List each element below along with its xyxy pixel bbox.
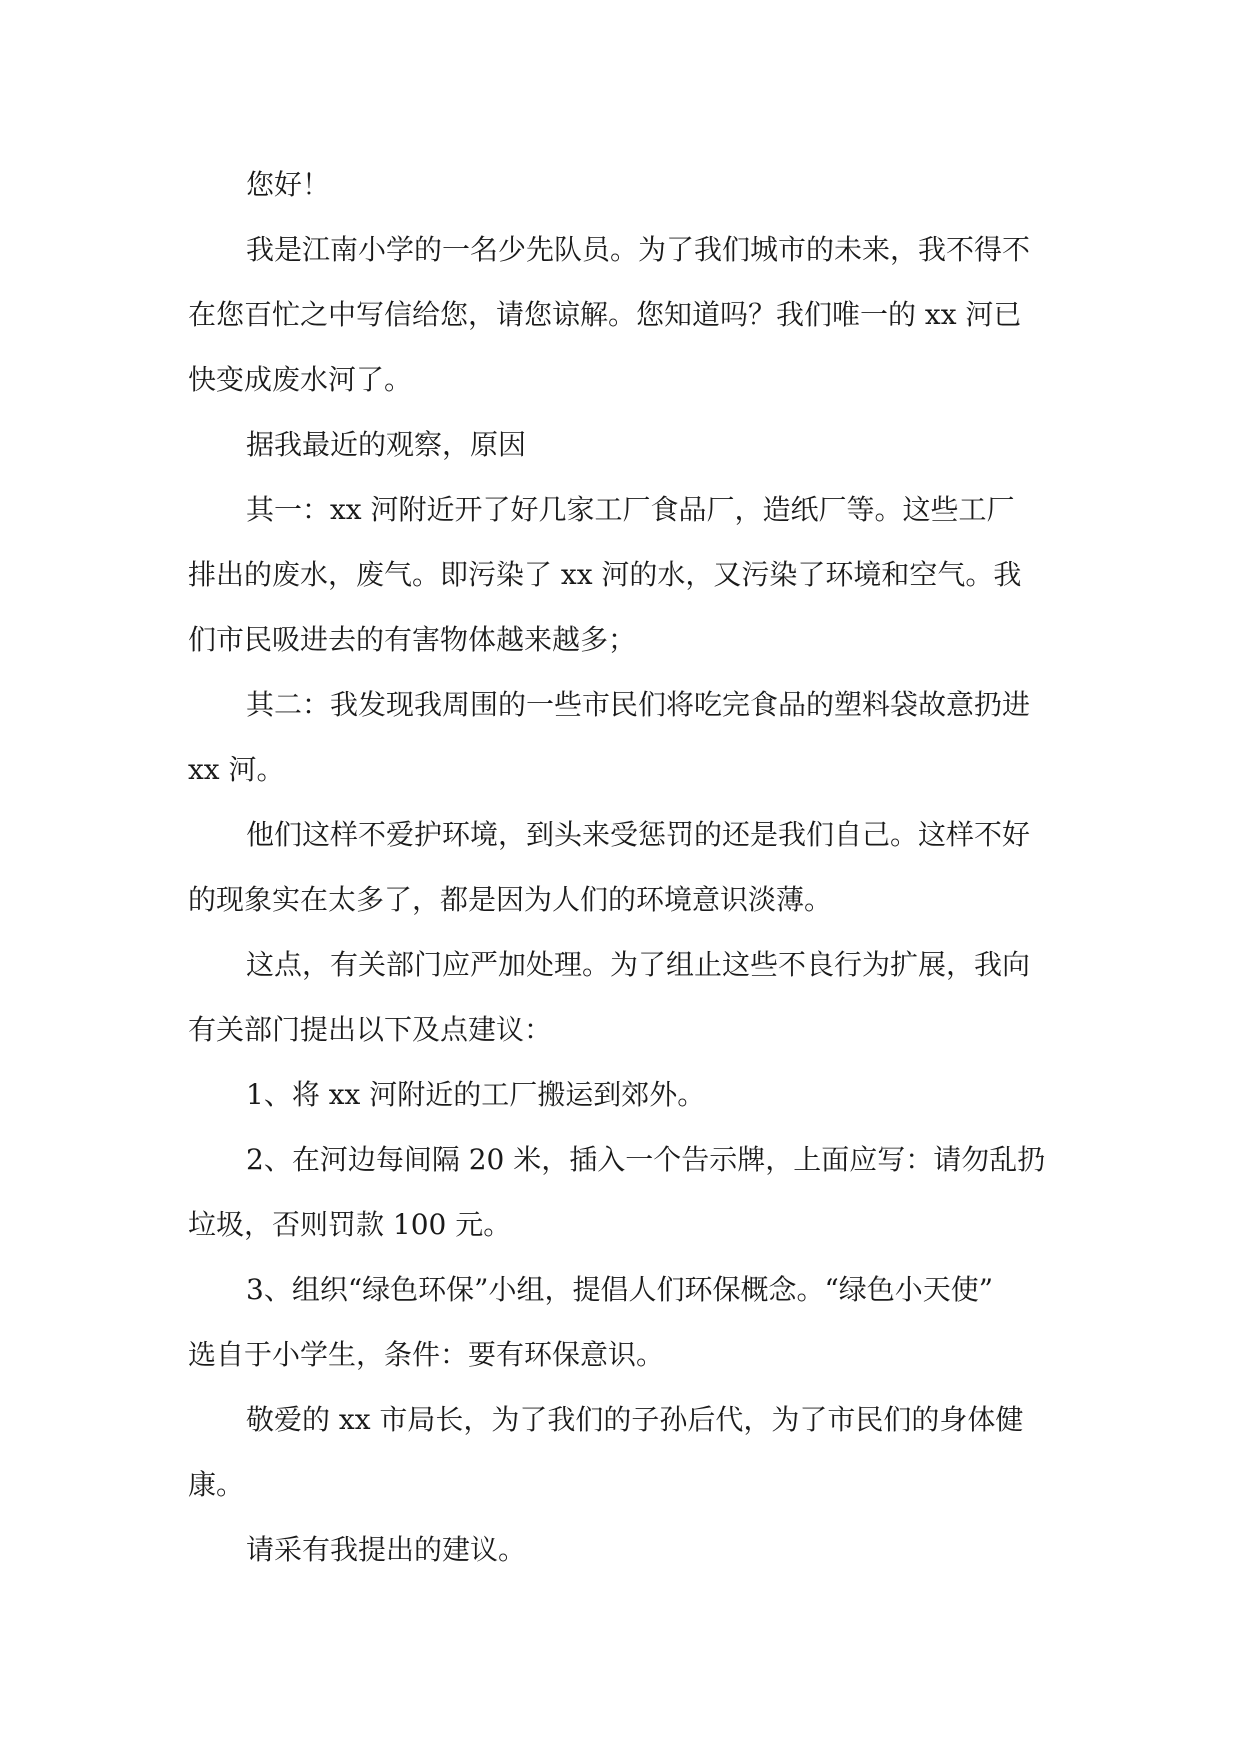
text-line: 垃圾，否则罚款 100 元。 [188,1208,512,1241]
text-line: xx 河。 [188,753,285,786]
text-line: 这点，有关部门应严加处理。为了组止这些不良行为扩展，我向 [246,948,1031,981]
paragraph [188,152,1058,217]
paragraph [188,672,1058,802]
text-line: 敬爱的 xx 市局长，为了我们的子孙后代，为了市民们的身体健 [246,1403,1024,1436]
paragraph [188,1257,1058,1387]
text-line: 我是江南小学的一名少先队员。为了我们城市的未来，我不得不 [246,233,1031,266]
paragraph [188,932,1058,1062]
text-line: 据我最近的观察，原因 [246,428,527,461]
paragraph [188,412,1058,477]
text-line: 请采有我提出的建议。 [246,1533,527,1566]
text-line: 3、组织“绿色环保”小组，提倡人们环保概念。“绿色小天使” [246,1273,994,1306]
text-line: 们市民吸进去的有害物体越来越多； [188,623,637,656]
text-line: 其一：xx 河附近开了好几家工厂食品厂，造纸厂等。这些工厂 [246,493,1015,526]
text-line: 1、将 xx 河附近的工厂搬运到郊外。 [246,1078,706,1111]
text-line: 快变成废水河了。 [188,363,413,396]
paragraph [188,1062,1058,1127]
letter-body [188,152,1058,1582]
paragraph [188,1127,1058,1257]
text-line: 排出的废水，废气。即污染了 xx 河的水，又污染了环境和空气。我 [188,558,1022,591]
paragraph [188,217,1058,412]
text-line: 其二：我发现我周围的一些市民们将吃完食品的塑料袋故意扔进 [246,688,1031,721]
text-line: 2、在河边每间隔 20 米，插入一个告示牌，上面应写：请勿乱扔 [246,1143,1046,1176]
text-line: 选自于小学生，条件：要有环保意识。 [188,1338,665,1371]
text-line: 康。 [188,1468,245,1501]
paragraph [188,477,1058,672]
text-line: 有关部门提出以下及点建议： [188,1013,553,1046]
paragraph [188,1517,1058,1582]
paragraph [188,802,1058,932]
paragraph [188,1387,1058,1517]
text-line: 您好！ [246,168,331,201]
text-line: 他们这样不爱护环境，到头来受惩罚的还是我们自己。这样不好 [246,818,1031,851]
text-line: 的现象实在太多了，都是因为人们的环境意识淡薄。 [188,883,833,916]
text-line: 在您百忙之中写信给您，请您谅解。您知道吗？我们唯一的 xx 河已 [188,298,1022,331]
